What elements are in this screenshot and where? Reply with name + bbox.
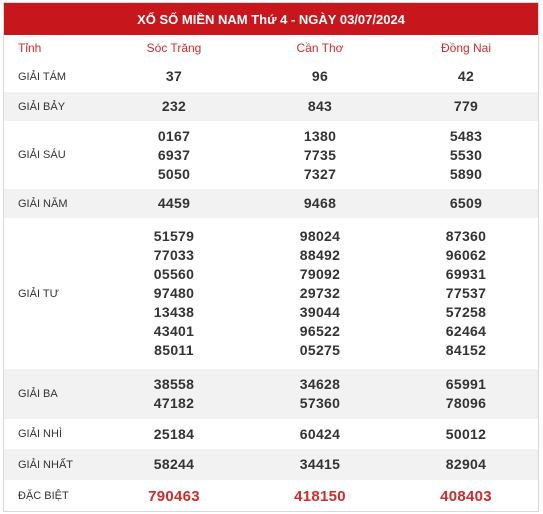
prize-cell-soc-trang	[101, 189, 247, 218]
prize-number: 87360	[445, 228, 487, 244]
prize-cell-dong-nai	[393, 419, 539, 449]
prize-number: 58244	[153, 456, 195, 472]
prize-number: 78096	[445, 395, 487, 411]
prize-cell-can-tho	[247, 419, 393, 449]
prize-cell-dong-nai	[393, 480, 539, 512]
prize-cell-soc-trang	[101, 218, 247, 369]
prize-cell-can-tho	[247, 218, 393, 369]
results-table	[4, 35, 539, 512]
prize-row-giai-tu	[4, 218, 539, 369]
prize-number: 84152	[445, 342, 487, 358]
prize-number: 6937	[157, 146, 191, 163]
prize-number: 9468	[303, 195, 337, 211]
prize-number: 57360	[299, 395, 341, 411]
prize-row-dac-biet	[4, 480, 539, 512]
prize-number: 779	[453, 98, 479, 114]
prize-number: 5890	[449, 165, 483, 182]
prize-number: 4459	[157, 195, 191, 211]
prize-cell-can-tho	[247, 92, 393, 121]
prize-number: 43401	[153, 323, 195, 339]
prize-cell-dong-nai	[393, 121, 539, 189]
results-title: XỔ SỐ MIỀN NAM Thứ 4 - NGÀY 03/07/2024	[4, 3, 538, 35]
prize-cell-soc-trang	[101, 92, 247, 121]
prize-label: GIẢI TÁM	[18, 70, 67, 83]
prize-cell-soc-trang	[101, 369, 247, 419]
prize-number: 65991	[445, 376, 487, 392]
prize-label: GIẢI NHẤT	[4, 449, 101, 480]
prize-cell-can-tho	[247, 480, 393, 512]
prize-label: ĐẶC BIỆT	[18, 490, 69, 502]
prize-row-giai-sau	[4, 121, 539, 189]
prize-number: 232	[161, 98, 187, 114]
prize-cell-soc-trang	[101, 61, 247, 92]
prize-cell-dong-nai	[393, 369, 539, 419]
prize-number: 85011	[154, 342, 194, 358]
province-soc-trang[interactable]: Sóc Trăng	[146, 41, 202, 55]
prize-number: 7735	[303, 146, 337, 163]
prize-row-giai-nhi	[4, 419, 539, 449]
prize-number: 82904	[445, 456, 487, 472]
prize-number: 60424	[299, 425, 341, 442]
prize-number: 42	[457, 68, 475, 84]
prize-number: 29732	[299, 285, 341, 301]
prize-number: 34415	[299, 456, 341, 472]
prize-number: 13438	[153, 304, 195, 320]
prize-number: 05560	[153, 266, 195, 282]
prize-number: 1380	[303, 127, 337, 144]
prize-number: 96	[311, 68, 329, 84]
prize-number: 408403	[440, 487, 492, 505]
prize-number: 47182	[153, 395, 195, 411]
prize-cell-dong-nai	[393, 92, 539, 121]
prize-number: 25184	[153, 425, 195, 442]
prize-cell-dong-nai	[393, 449, 539, 480]
prize-number: 88492	[299, 247, 341, 263]
prize-number: 5483	[449, 127, 483, 144]
prize-row-giai-nhat	[4, 449, 539, 480]
prize-number: 98024	[299, 228, 341, 244]
prize-number: 96522	[299, 323, 341, 339]
prize-cell-can-tho	[247, 121, 393, 189]
prize-cell-dong-nai	[393, 218, 539, 369]
province-dong-nai[interactable]: Đồng Nai	[440, 41, 492, 55]
prize-cell-soc-trang	[101, 449, 247, 480]
prize-number: 5050	[157, 165, 191, 182]
prize-number: 38558	[153, 376, 195, 392]
prize-row-giai-nam	[4, 189, 539, 218]
prize-label: GIẢI TƯ	[18, 287, 59, 300]
prize-cell-soc-trang	[101, 121, 247, 189]
prize-cell-dong-nai	[393, 189, 539, 218]
prize-label: GIẢI NĂM	[4, 189, 101, 218]
prize-label: GIẢI SÁU	[18, 149, 66, 161]
prize-number: 418150	[294, 487, 346, 505]
prize-number: 97480	[153, 285, 195, 301]
prize-cell-soc-trang	[101, 419, 247, 449]
prize-number: 6509	[449, 195, 483, 211]
prize-number: 843	[307, 98, 333, 114]
prize-cell-can-tho	[247, 189, 393, 218]
prize-row-giai-ba	[4, 369, 539, 419]
prize-row-giai-tam	[4, 61, 539, 92]
prize-number: 37	[165, 68, 183, 84]
prize-number: 05275	[299, 342, 341, 358]
province-can-tho[interactable]: Cần Thơ	[296, 41, 344, 55]
prize-number: 77537	[445, 285, 487, 301]
prize-label: GIẢI BA	[4, 369, 101, 419]
prize-cell-can-tho	[247, 369, 393, 419]
prize-number: 0167	[157, 127, 191, 144]
prize-cell-soc-trang	[101, 480, 247, 512]
province-header-row	[4, 35, 539, 61]
prize-number: 62464	[445, 323, 487, 339]
prize-number: 790463	[148, 487, 200, 505]
prize-cell-can-tho	[247, 449, 393, 480]
prize-number: 69931	[445, 266, 487, 282]
prize-cell-can-tho	[247, 61, 393, 92]
prize-number: 96062	[445, 247, 487, 263]
prize-number: 50012	[445, 425, 487, 442]
results-panel	[3, 2, 539, 512]
prize-row-giai-bay	[4, 92, 539, 121]
prize-number: 57258	[445, 304, 487, 320]
prize-number: 5530	[449, 146, 483, 163]
prize-number: 34628	[299, 376, 341, 392]
prize-cell-dong-nai	[393, 61, 539, 92]
prize-label: GIẢI BẢY	[4, 92, 101, 121]
province-label-header: Tỉnh	[18, 41, 42, 55]
prize-number: 7327	[303, 165, 337, 182]
prize-label: GIẢI NHÌ	[18, 428, 63, 440]
prize-number: 51579	[153, 228, 195, 244]
prize-number: 77033	[153, 247, 195, 263]
prize-number: 79092	[299, 266, 341, 282]
prize-number: 39044	[299, 304, 341, 320]
